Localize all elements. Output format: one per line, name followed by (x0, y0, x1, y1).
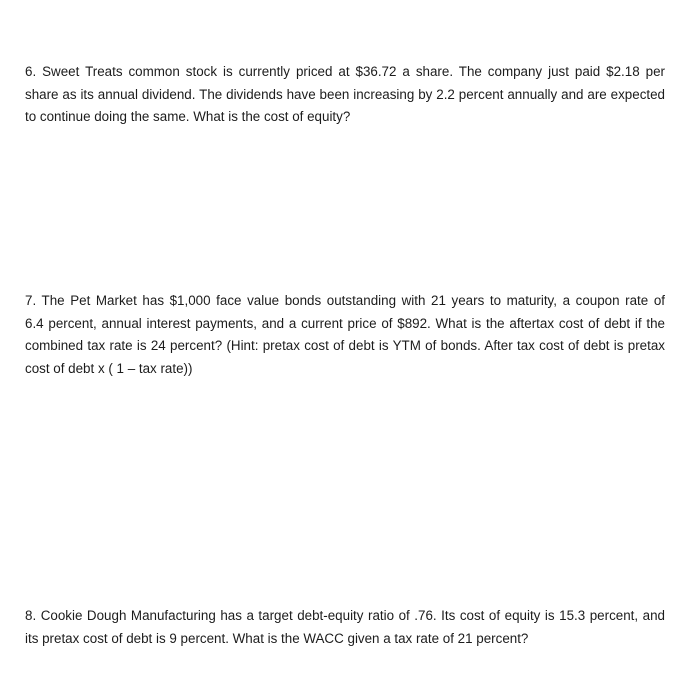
question-7-line-1: 7. The Pet Market has $1,000 face value bonds outstanding with 21 years to maturity, a coupon rate of (25, 293, 665, 308)
question-8 (25, 605, 665, 650)
question-6-line-1: 6. Sweet Treats common stock is currently priced at $36.72 a share. The company just paid $2.18 per (25, 64, 665, 79)
question-8-line-2: its pretax cost of debt is 9 percent. What is the WACC given a tax rate of 21 percent? (25, 630, 529, 646)
question-7-line-3: combined tax rate is 24 percent? (Hint: pretax cost of debt is YTM of bonds. After tax cost of debt is pretax (25, 338, 665, 353)
question-6 (25, 61, 665, 129)
question-7 (25, 290, 665, 380)
question-6-line-2: share as its annual dividend. The dividends have been increasing by 2.2 percent annually and are expected (25, 86, 665, 102)
question-7-line-4: cost of debt x ( 1 – tax rate)) (25, 360, 193, 376)
question-6-line-3: to continue doing the same. What is the cost of equity? (25, 109, 351, 124)
question-8-line-1: 8. Cookie Dough Manufacturing has a target debt-equity ratio of .76. Its cost of equity is 15.3 percent, and (25, 608, 665, 623)
question-7-line-2: 6.4 percent, annual interest payments, and a current price of $892. What is the aftertax cost of debt if the (25, 315, 665, 331)
